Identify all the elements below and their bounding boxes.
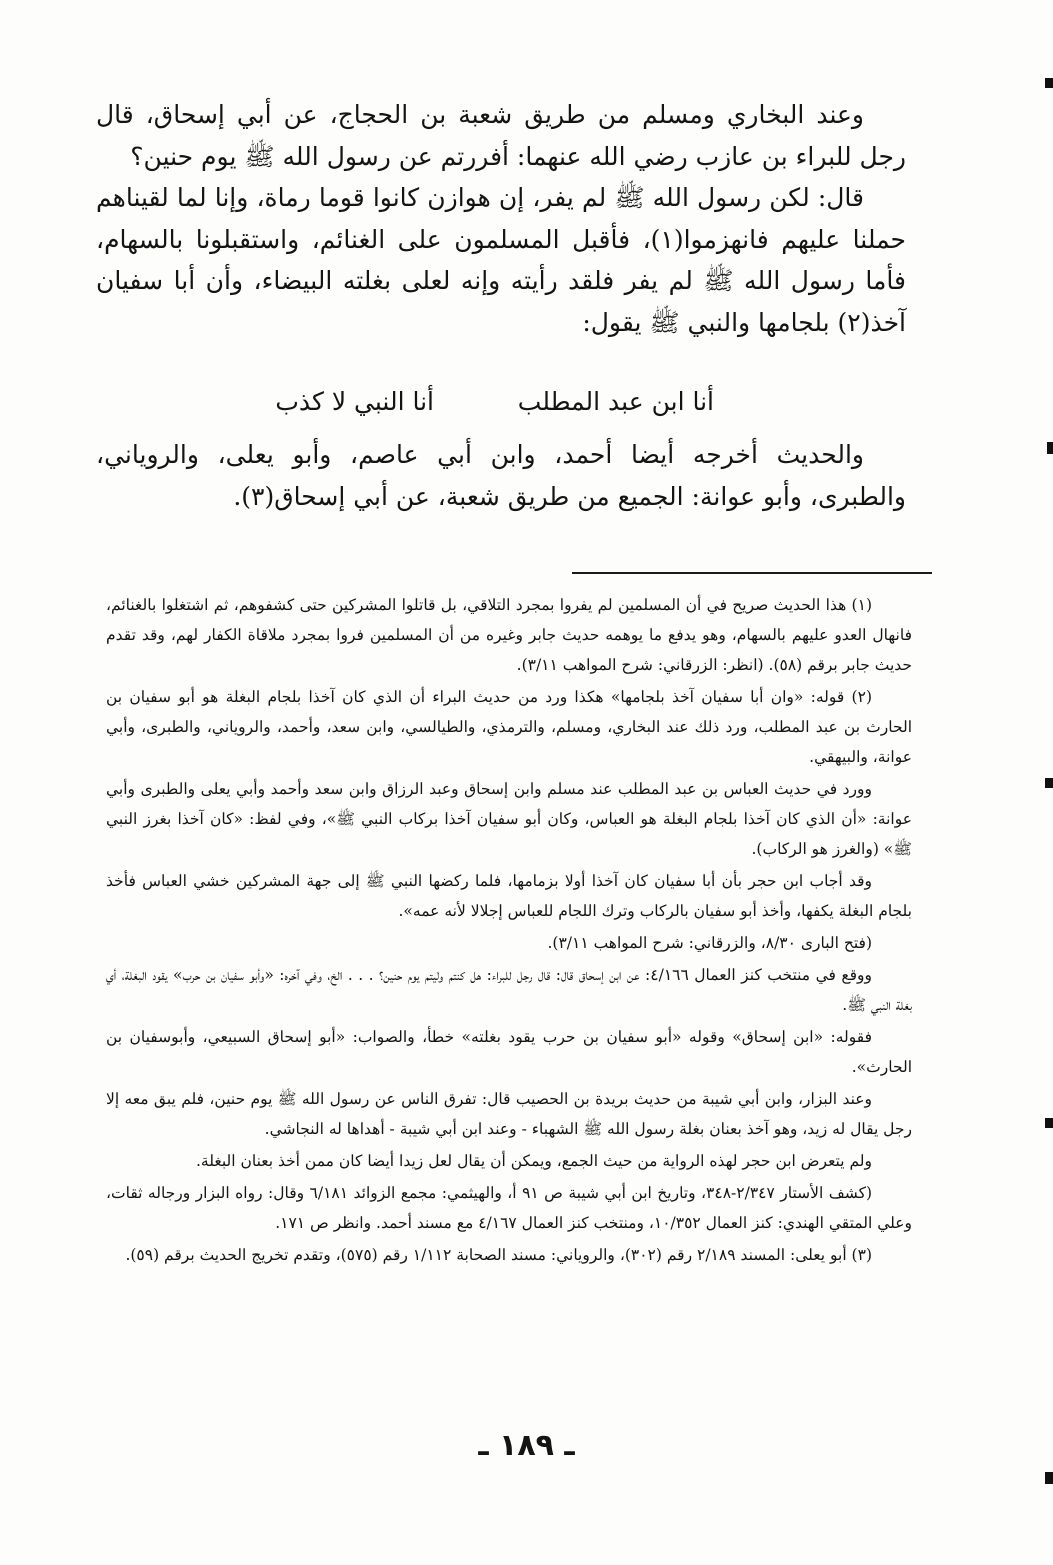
footnote-2-paragraph: ووقع في منتخب كنز العمال ٤/١٦٦: عن ابن إسحاق قال: قال رجل للبراء: هل كنتم وليتم يوم حنين؟ . . . الخ، وفي آخره: «وأبو سفيان بن حرب» يقود البغلة، أي بغلة النبي ﷺ. <box>106 966 912 1014</box>
scan-edge-mark <box>1045 778 1053 788</box>
scan-edge-mark <box>1045 1118 1053 1128</box>
scan-edge-mark <box>1045 78 1053 88</box>
main-text-closing <box>96 434 906 517</box>
verse-first-hemistich: أنا النبي لا كذب <box>275 387 434 416</box>
footnotes-section <box>106 590 912 1272</box>
footnote-2-paragraph: فقوله: «ابن إسحاق» وقوله «أبو سفيان بن حرب يقود بغلته» خطأ، والصواب: «أبو إسحاق السبيعي، وأبوسفيان بن الحارث». <box>106 1028 912 1076</box>
closing-paragraph: والحديث أخرجه أيضا أحمد، وابن أبي عاصم، وأبو يعلى، والروياني، والطبرى، وأبو عوانة: الجميع من طريق شعبة، عن أبي إسحاق(٣). <box>96 440 906 511</box>
footnote-2-paragraph: وورد في حديث العباس بن عبد المطلب عند مسلم وابن إسحاق وعبد الرزاق وابن سعد وأحمد وأبي يعلى والطبرى وأبي عوانة: «أن الذي كان آخذا بلجام البغلة هو العباس، وكان أبو سفيان آخذا بركاب النبي ﷺ»، وفي لفظ: «كان آخذا بغرز النبي ﷺ» (والغرز هو الركاب). <box>106 780 912 858</box>
footnote-1: (١) هذا الحديث صريح في أن المسلمين لم يفروا بمجرد التلاقي، بل قاتلوا المشركين حتى كشفوهم، ثم اشتغلوا بالغنائم، فانهال العدو عليهم بالسهام، وهو يدفع ما يوهمه حديث جابر وغيره من أن المسلمين فروا بمجرد ملاقاة الكفار لهم، وقد تقدم حديث جابر برقم (٥٨). (انظر: الزرقاني: شرح المواهب ٣/١١). <box>106 596 912 674</box>
footnote-2-reference: (فتح البارى ٨/٣٠، والزرقاني: شرح المواهب ٣/١١). <box>547 934 872 952</box>
main-paragraph: وعند البخاري ومسلم من طريق شعبة بن الحجاج، عن أبي إسحاق، قال رجل للبراء بن عازب رضي الله عنهما: أفررتم عن رسول الله ﷺ يوم حنين؟ <box>96 100 906 171</box>
footnote-2: (٢) قوله: «وان أبا سفيان آخذ بلجامها» هكذا ورد من حديث البراء أن الذي كان آخذا بلجام البغلة هو أبو سفيان بن الحارث بن عبد المطلب، ورد ذلك عند البخاري، ومسلم، والترمذي، والطيالسي، وابن سعد، وأحمد، والروياني، والطبرى، وأبي عوانة، والبيهقي. <box>106 688 912 766</box>
footnote-2-reference: (كشف الأستار ٢/٣٤٧-٣٤٨، وتاريخ ابن أبي شيبة ص ٩١ أ، والهيثمي: مجمع الزوائد ٦/١٨١ وقال: رواه البزار ورجاله ثقات، وعلي المتقي الهندي: كنز العمال ١٠/٣٥٢، ومنتخب كنز العمال ٤/١٦٧ مع مسند أحمد. وانظر ص ١٧١. <box>106 1184 912 1232</box>
main-paragraph: قال: لكن رسول الله ﷺ لم يفر، إن هوازن كانوا قوما رماة، وإنا لما لقيناهم حملنا عليهم فانهزموا(١)، فأقبل المسلمون على الغنائم، واستقبلونا بالسهام، فأما رسول الله ﷺ لم يفر فلقد رأيته وإنه لعلى بغلته البيضاء، وأن أبا سفيان آخذ(٢) بلجامها والنبي ﷺ يقول: <box>96 183 906 337</box>
footnote-2-paragraph: وعند البزار، وابن أبي شيبة من حديث بريدة بن الحصيب قال: تفرق الناس عن رسول الله ﷺ يوم حنين، فلم يبق معه إلا رجل يقال له زيد، وهو آخذ بعنان بغلة رسول الله ﷺ الشهباء - وعند ابن أبي شيبة - أهداها له النجاشي. <box>106 1090 912 1138</box>
footnote-2-paragraph: وقد أجاب ابن حجر بأن أبا سفيان كان آخذا أولا بزمامها، فلما ركضها النبي ﷺ إلى جهة المشركين خشي العباس فأخذ بلجام البغلة يكفها، وأخذ أبو سفيان بالركاب وترك اللجام للعباس إجلالا لأنه عمه». <box>106 872 912 920</box>
poetry-verse <box>96 382 906 422</box>
verse-second-hemistich: أنا ابن عبد المطلب <box>517 387 714 416</box>
footnote-2-paragraph: ولم يتعرض ابن حجر لهذه الرواية من حيث الجمع، ويمكن أن يقال لعل زيدا أيضا كان ممن أخذ بعنان البغلة. <box>195 1152 872 1170</box>
scan-edge-mark <box>1047 442 1053 454</box>
scan-edge-mark <box>1045 1472 1053 1484</box>
main-text-body <box>96 94 906 343</box>
footnote-3: (٣) أبو يعلى: المسند ٢/١٨٩ رقم (٣٠٢)، والروياني: مسند الصحابة ١/١١٢ رقم (٥٧٥)، وتقدم تخريج الحديث برقم (٥٩). <box>125 1246 872 1264</box>
page-number: ـ ١٨٩ ـ <box>478 1428 575 1463</box>
footnote-divider <box>572 572 932 574</box>
